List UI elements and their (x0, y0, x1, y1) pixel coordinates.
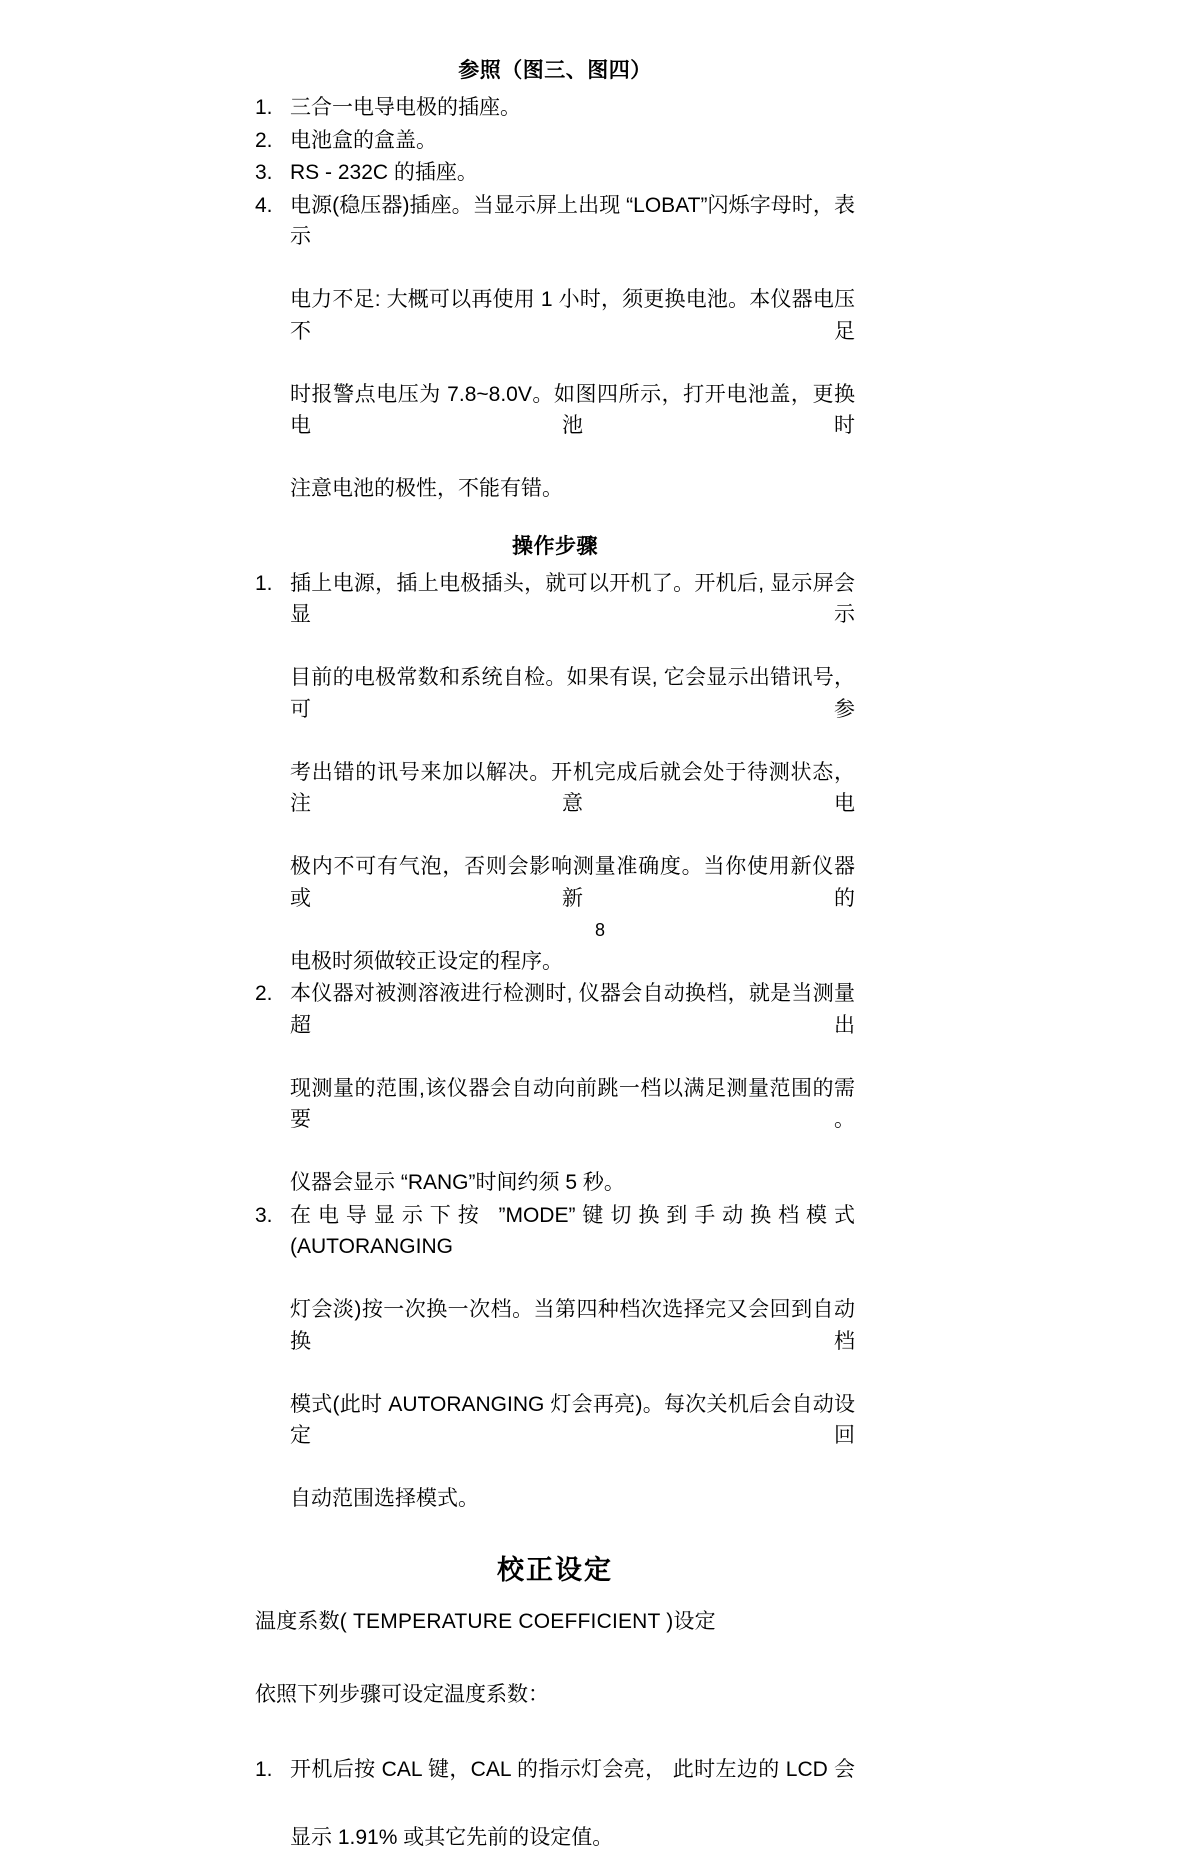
list-item-text (290, 190, 855, 505)
spacer (255, 1637, 855, 1679)
list-item (255, 125, 855, 157)
list-item-text: 三合一电导电极的插座。 (290, 96, 521, 119)
text-line: 电源(稳压器)插座。当显示屏上出现 “LOBAT”闪烁字母时，表示 (290, 193, 855, 248)
list-item-number: 3. (255, 161, 273, 184)
list-item-number: 2. (255, 128, 273, 152)
list-item-number: 3. (255, 1203, 273, 1227)
reference-list (255, 92, 855, 505)
calibration-intro: 依照下列步骤可设定温度系数： (255, 1683, 549, 1706)
text-line: 模式(此时 AUTORANGING 灯会再亮)。每次关机后会自动设定回 (290, 1392, 855, 1447)
text-line: 时报警点电压为 7.8~8.0V。如图四所示，打开电池盖，更换电池时 (290, 382, 855, 437)
list-item-number: 2. (255, 982, 273, 1005)
text-line: 开机后按 CAL 键，CAL 的指示灯会亮， 此时左边的 LCD 会 (290, 1757, 855, 1781)
calibration-list (255, 1753, 855, 1855)
text-line: 现测量的范围,该仪器会自动向前跳一档以满足测量范围的需要。 (290, 1076, 855, 1131)
text-line: 电力不足: 大概可以再使用 1 小时，须更换电池。本仪器电压不足 (290, 288, 855, 343)
list-item-text: RS - 232C 的插座。 (290, 161, 478, 184)
list-item (255, 568, 855, 978)
list-item (255, 1753, 855, 1855)
text-line: 自动范围选择模式。 (290, 1487, 479, 1510)
calibration-subtitle: 温度系数( TEMPERATURE COEFFICIENT )设定 (255, 1609, 716, 1633)
list-item-text (290, 978, 855, 1199)
text-line: 目前的电极常数和系统自检。如果有误, 它会显示出错讯号，可参 (290, 666, 855, 721)
list-item (255, 1200, 855, 1515)
reference-section-heading: 参照（图三、图四） (458, 59, 652, 82)
text-line: 注意电池的极性，不能有错。 (290, 477, 563, 500)
list-item-text (290, 1200, 855, 1515)
text-line: 仪器会显示 “RANG”时间约须 5 秒。 (290, 1171, 625, 1194)
list-item-number: 1. (255, 1757, 273, 1781)
list-item-text: 电池盒的盒盖。 (290, 128, 437, 152)
text-line: 在电导显示下按 ”MODE”键切换到手动换档模式(AUTORANGING (290, 1203, 855, 1258)
list-item-text (290, 1753, 855, 1855)
list-item-number: 4. (255, 193, 273, 217)
list-item-number: 1. (255, 571, 273, 595)
spacer (255, 1516, 855, 1550)
list-item (255, 92, 855, 124)
spacer (255, 506, 855, 532)
list-item-number: 1. (255, 96, 273, 119)
list-item (255, 190, 855, 505)
text-line: 极内不可有气泡，否则会影响测量准确度。当你使用新仪器或新的 (290, 855, 855, 910)
operation-section-heading: 操作步骤 (512, 534, 598, 558)
list-item-text (290, 568, 855, 978)
page-number: 8 (594, 920, 605, 940)
text-line: 考出错的讯号来加以解决。开机完成后就会处于待测状态，注意电 (290, 760, 855, 815)
text-line: 电极时须做较正设定的程序。 (290, 949, 563, 973)
operation-list (255, 568, 855, 1515)
calibration-section-heading: 校正设定 (497, 1554, 613, 1585)
page-content (255, 56, 855, 1855)
text-line: 灯会淡)按一次换一次档。当第四种档次选择完又会回到自动换档 (290, 1298, 855, 1353)
list-item (255, 978, 855, 1199)
list-item (255, 157, 855, 189)
spacer (255, 1590, 855, 1606)
text-line: 显示 1.91% 或其它先前的设定值。 (290, 1825, 614, 1849)
spacer (255, 1711, 855, 1753)
text-line: 本仪器对被测溶液进行检测时, 仪器会自动换档，就是当测量超出 (290, 982, 855, 1037)
text-line: 插上电源，插上电极插头，就可以开机了。开机后, 显示屏会显示 (290, 571, 855, 626)
